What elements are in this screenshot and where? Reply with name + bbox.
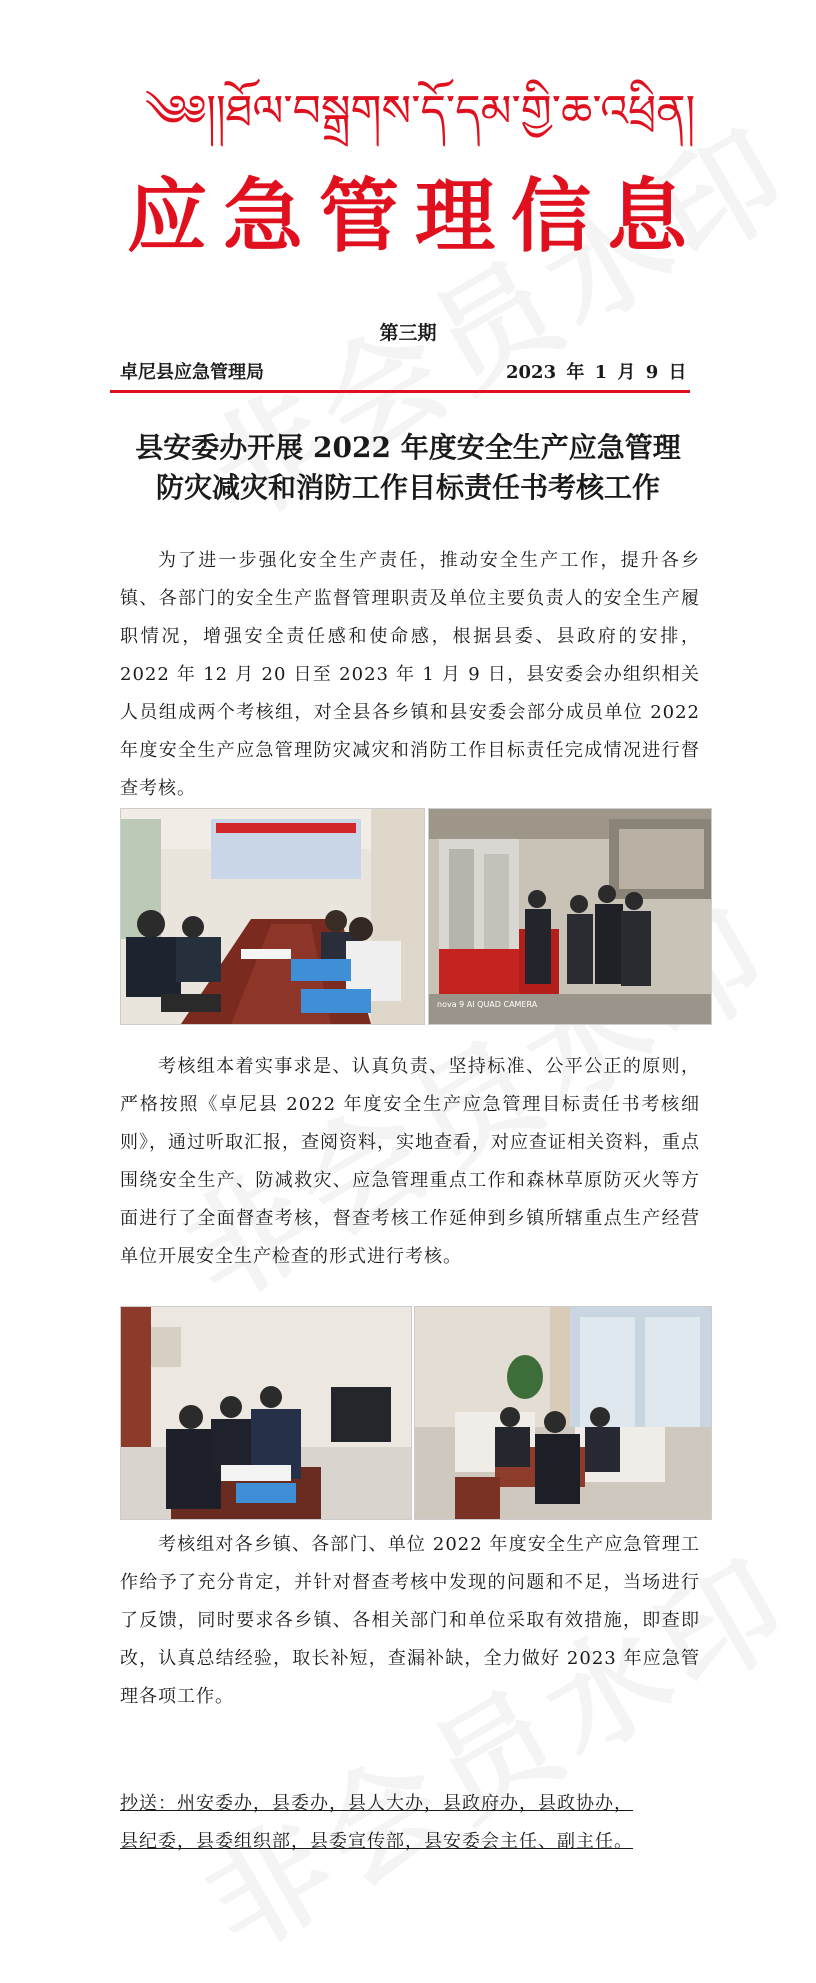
paragraph-1: 为了进一步强化安全生产责任，推动安全生产工作，提升各乡镇、各部门的安全生产监督管理职责及单位主要负责人的安全生产履职情况，增强安全责任感和使命感，根据县委、县政府的安排，2022 年 12 月 20 日至 2023 年 1 月 9 日，县安委会办组织相关人员组成两个考核组，对全县各乡镇和县安委会部分成员单位 2022 年度安全生产应急管理防灾减灾和消防工作目标责任完成情况进行督查考核。 [120, 550, 700, 799]
cc-line-2: 县纪委，县委组织部，县委宣传部，县安委会主任、副主任。 [120, 1831, 633, 1852]
tibetan-title-text: ༄༅།།ཐོལ་བསྒྲགས་དོ་དམ་གྱི་ཆ་འཕྲིན། [144, 86, 696, 137]
issue-number: 第三期 [379, 322, 437, 344]
red-divider [110, 390, 690, 393]
photo-meeting-room [120, 808, 425, 1025]
tibetan-title [140, 78, 700, 148]
paragraph-3: 考核组对各乡镇、各部门、单位 2022 年度安全生产应急管理工作给予了充分肯定，并针对督查考核中发现的问题和不足，当场进行了反馈，同时要求各乡镇、各相关部门和单位采取有效措施，即查即改，认真总结经验，取长补短，查漏补缺，全力做好 2023 年应急管理各项工作。 [120, 1534, 700, 1707]
headline-line-2: 防灾减灾和消防工作目标责任书考核工作 [155, 471, 660, 504]
paragraph-2: 考核组本着实事求是、认真负责、坚持标准、公平公正的原则，严格按照《卓尼县 2022 年度安全生产应急管理目标责任书考核细则》，通过听取汇报，查阅资料，实地查看，对应查证相关资料，重点围绕安全生产、防减救灾、应急管理重点工作和森林草原防灭火等方面进行了全面督查考核，督查考核工作延伸到乡镇所辖重点生产经营单位开展安全生产检查的形式进行考核。 [120, 1056, 700, 1267]
article-headline [100, 428, 716, 508]
photo-factory-inspection [428, 808, 712, 1025]
masthead-title: 应急管理信息 [127, 169, 703, 263]
cc-line-1: 抄送：州安委办，县委办，县人大办，县政府办，县政协办， [120, 1793, 633, 1814]
issue-date: 2023 年 1 月 9 日 [506, 362, 687, 383]
cc-distribution [120, 1785, 700, 1861]
headline-line-1: 县安委办开展 2022 年度安全生产应急管理 [135, 431, 681, 464]
photo-office-review [120, 1306, 412, 1520]
issuer: 卓尼县应急管理局 [120, 362, 264, 383]
photo-office-meeting [414, 1306, 712, 1520]
camera-watermark: nova 9 AI QUAD CAMERA [437, 1000, 538, 1009]
